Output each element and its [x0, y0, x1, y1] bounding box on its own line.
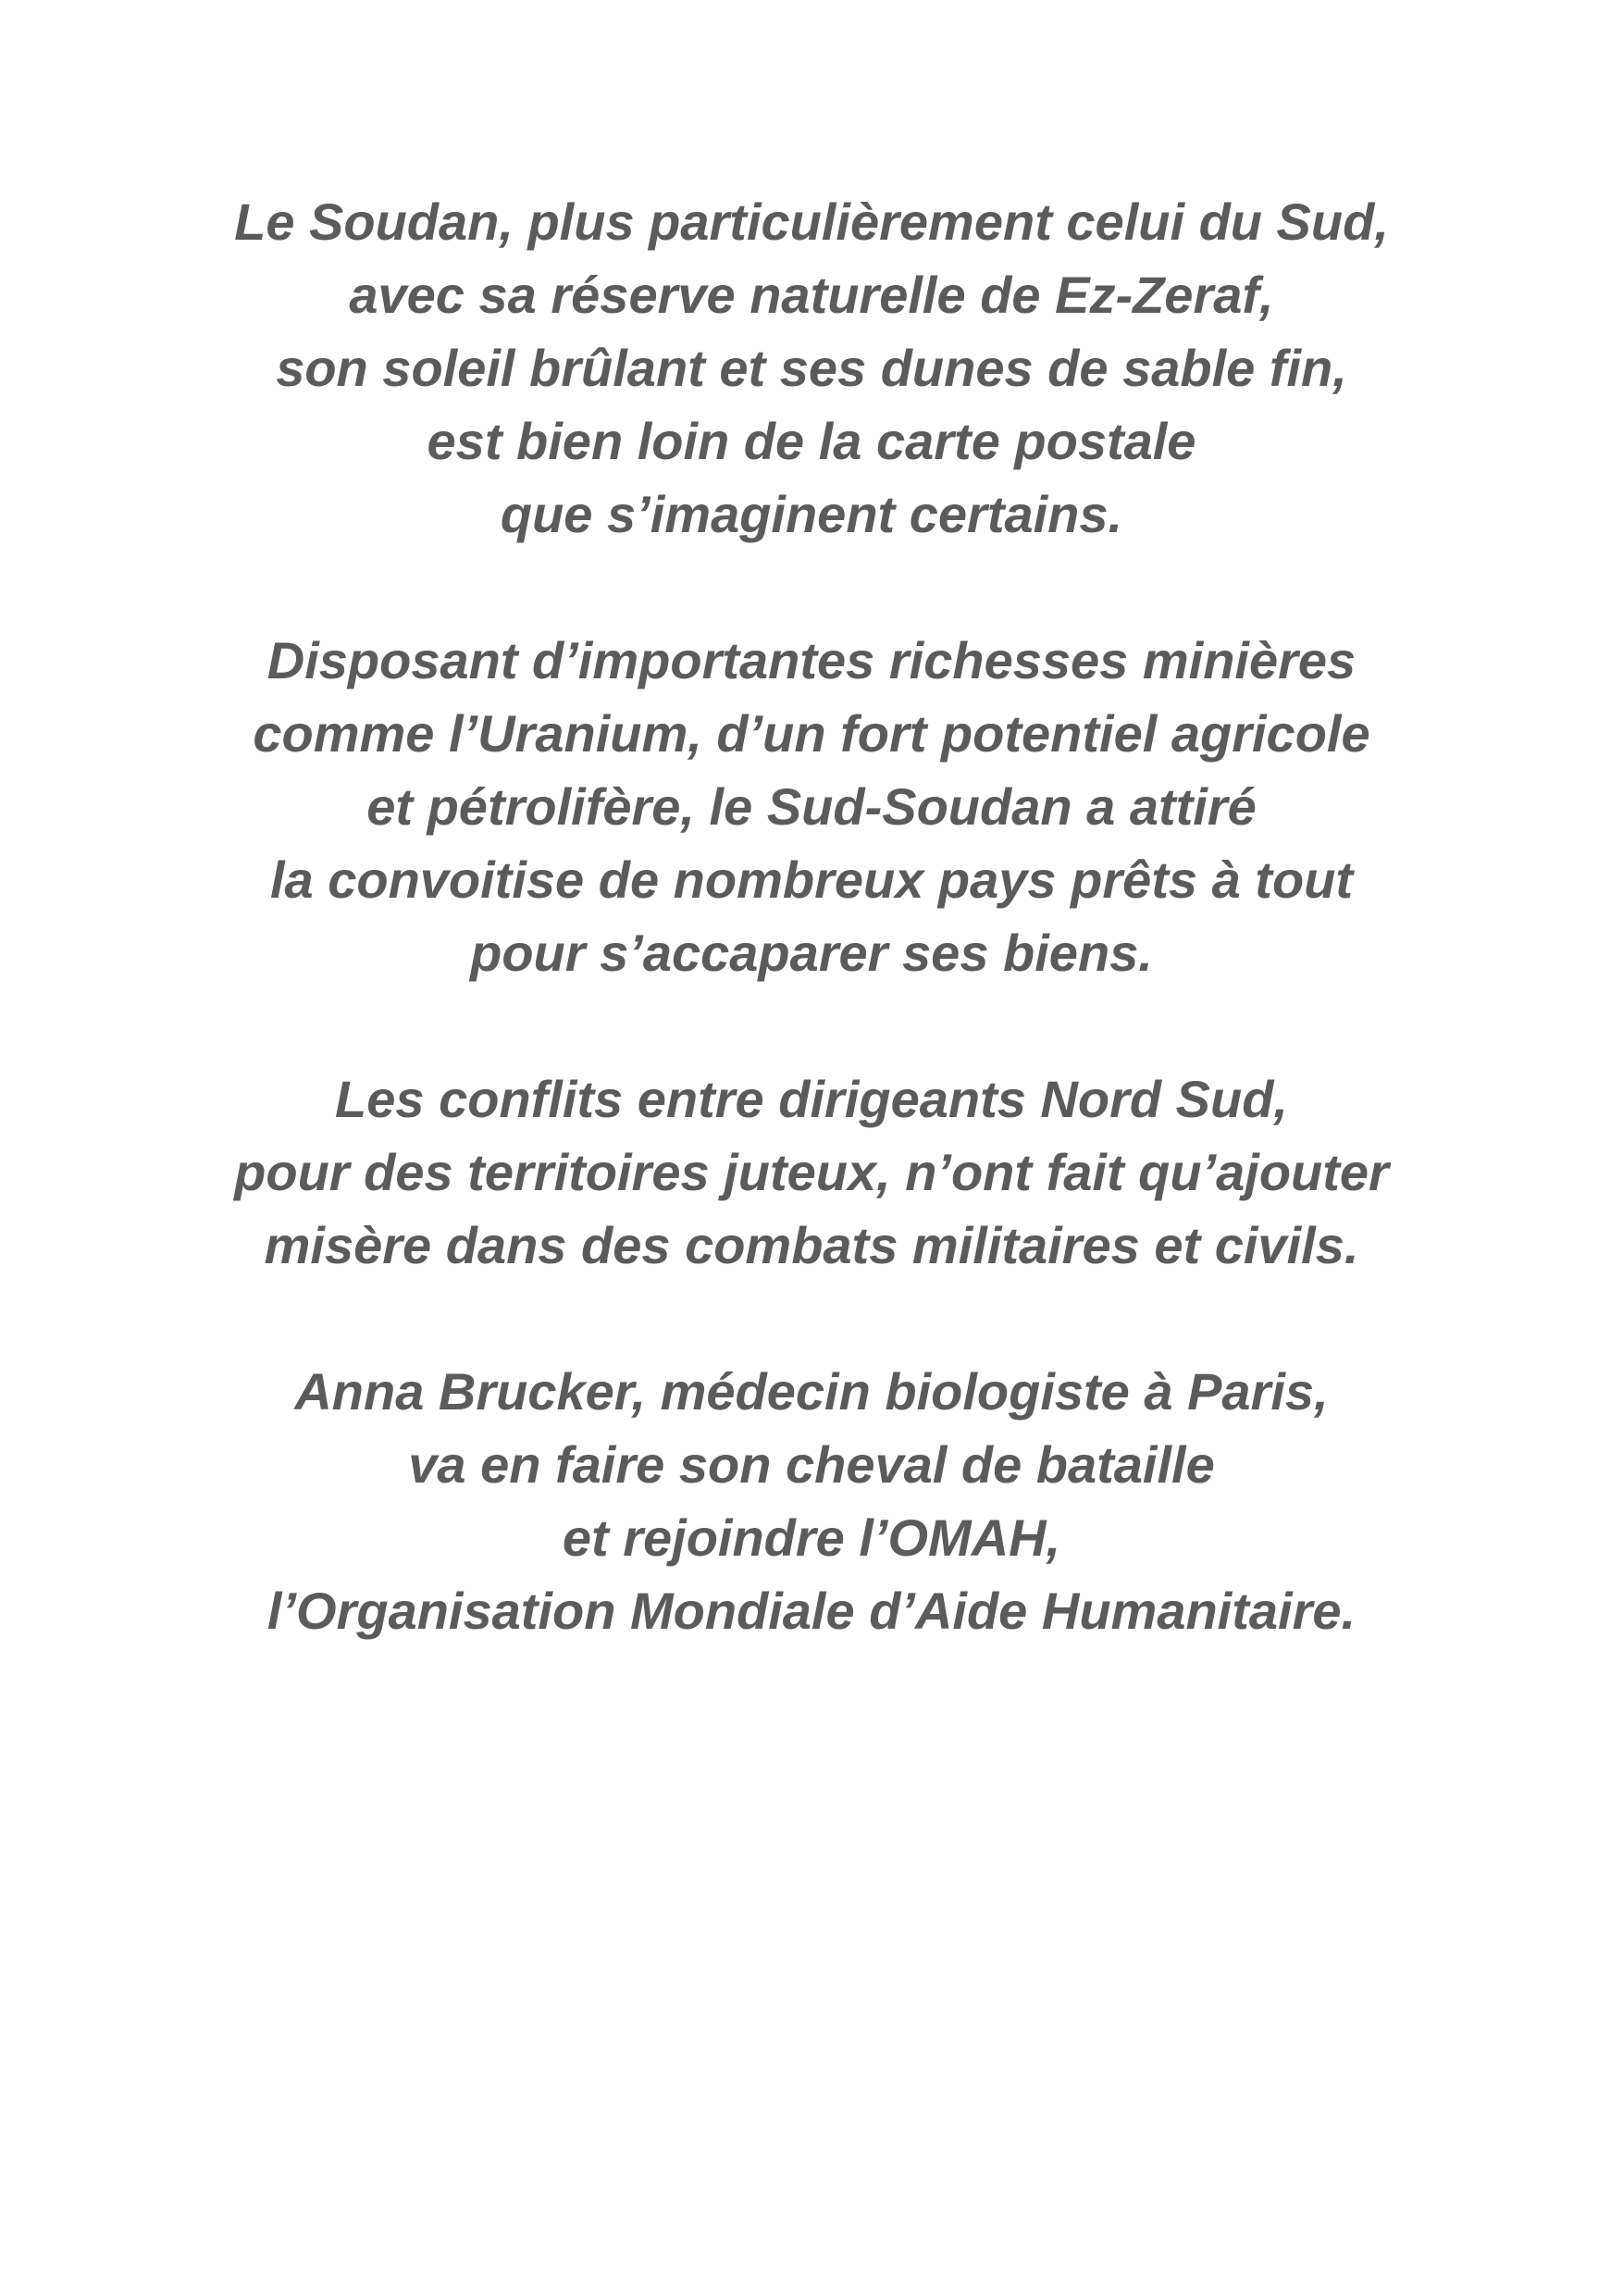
text-line: comme l’Uranium, d’un fort potentiel agricole	[253, 704, 1370, 763]
text-line: va en faire son cheval de bataille	[408, 1435, 1215, 1494]
text-line: est bien loin de la carte postale	[427, 412, 1196, 470]
text-line: et pétrolifère, le Sud-Soudan a attiré	[366, 777, 1257, 836]
text-line: Disposant d’importantes richesses minières	[266, 631, 1357, 689]
paragraph-conflits	[0, 1062, 1623, 1282]
text-line: Le Soudan, plus particulièrement celui du Sud,	[234, 192, 1389, 251]
paragraph-soudan	[0, 185, 1623, 551]
text-line: son soleil brûlant et ses dunes de sable fin,	[276, 339, 1347, 397]
paragraph-richesses	[0, 624, 1623, 989]
text-line: l’Organisation Mondiale d’Aide Humanitaire.	[266, 1582, 1357, 1640]
text-line: avec sa réserve naturelle de Ez-Zeraf,	[349, 266, 1274, 324]
text-line: que s’imaginent certains.	[500, 485, 1123, 543]
paragraph-anna-brucker	[0, 1355, 1623, 1647]
text-line: et rejoindre l’OMAH,	[562, 1508, 1061, 1567]
text-line: Anna Brucker, médecin biologiste à Paris,	[294, 1362, 1329, 1421]
text-line: pour s’accaparer ses biens.	[470, 924, 1153, 982]
text-line: pour des territoires juteux, n’ont fait qu’ajouter	[234, 1143, 1389, 1201]
text-line: la convoitise de nombreux pays prêts à tout	[269, 850, 1354, 909]
text-line: misère dans des combats militaires et civils.	[264, 1216, 1359, 1274]
text-line: Les conflits entre dirigeants Nord Sud,	[335, 1070, 1288, 1128]
text-body	[0, 185, 1623, 1647]
